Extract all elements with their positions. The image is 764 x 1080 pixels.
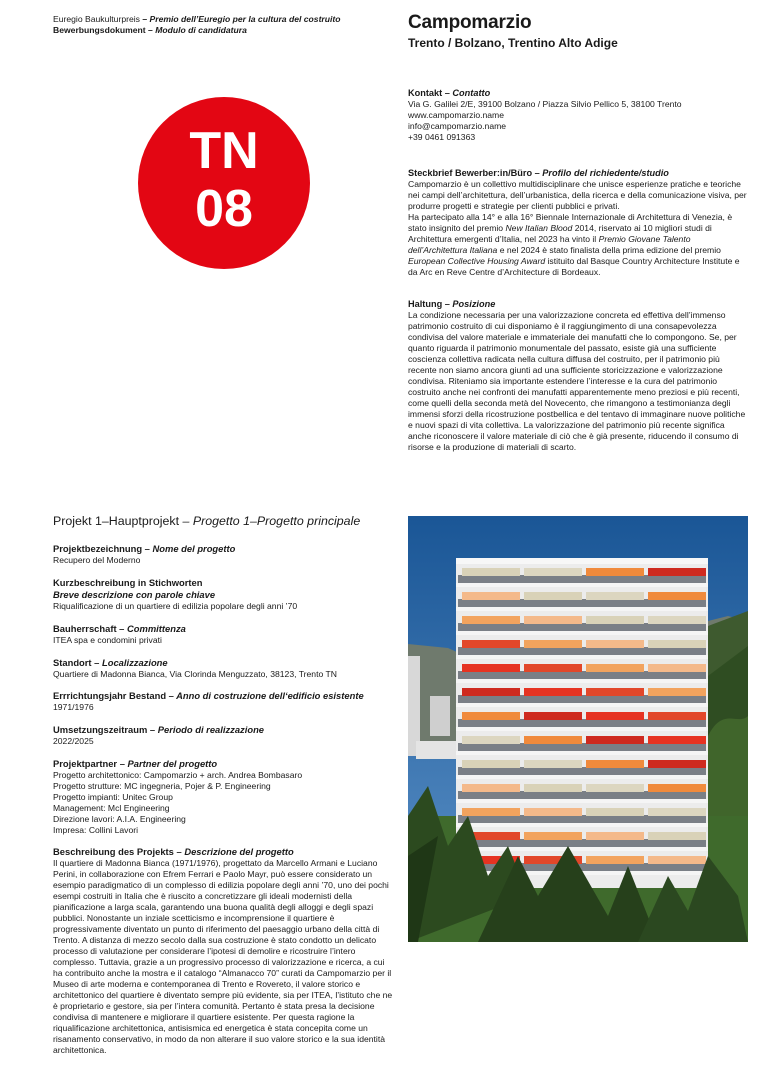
project-short-field [53, 577, 393, 612]
project-short-label-it: Breve descrizione con parole chiave [53, 589, 216, 600]
project-period-field [53, 724, 393, 747]
project-client-value: ITEA spa e condomini privati [53, 635, 162, 645]
project-client-label: Bauherrschaft – Committenza [53, 623, 186, 634]
contact-phone: +39 0461 091363 [408, 132, 476, 142]
page-title: Campomarzio [408, 12, 532, 33]
partner-item: Direzione lavori: A.I.A. Engineering [53, 814, 186, 824]
position-section [408, 298, 748, 453]
header-line-document [53, 25, 341, 36]
profile-paragraph-2: Ha partecipato alla 14° e alla 16° Biennale Internazionale di Architettura di Venezia, è stato insignito del premio New Italian Blood 2014, riservato ai 10 migliori studi di Architettura emergenti d’Italia, nel 2023 ha vinto il Premio Giovane Talento dell’Architettura Italiana e nel 2024 è stato finalista della prima edizione del premio European Collective Housing Award istituito dal Basque Country Architecture Institute e da Arc en Reve Centre d’Architecture di Bordeaux. [408, 212, 740, 277]
document-type-de: Bewerbungsdokument [53, 25, 146, 35]
project-name-value: Recupero del Moderno [53, 555, 141, 565]
profile-heading: Steckbrief Bewerber:in/Büro – Profilo del richiedente/studio [408, 168, 669, 178]
contact-section [408, 87, 748, 143]
badge-region: TN [189, 122, 259, 180]
project-description-label: Beschreibung des Projekts – Descrizione del progetto [53, 846, 294, 857]
project-partners-label: Projektpartner – Partner del progetto [53, 758, 218, 769]
project-location-value: Quartiere di Madonna Bianca, Via Clorinda Menguzzato, 38123, Trento TN [53, 669, 337, 679]
project-location-label: Standort – Localizzazione [53, 657, 168, 668]
partner-item: Progetto architettonico: Campomarzio + arch. Andrea Bombasaro [53, 770, 303, 780]
partner-item: Impresa: Collini Lavori [53, 825, 139, 835]
project-client-field [53, 623, 393, 646]
project-description-field [53, 846, 393, 1056]
page-subtitle: Trento / Bolzano, Trentino Alto Adige [408, 36, 618, 50]
prize-separator: – [139, 14, 150, 24]
building-photo-illustration [408, 516, 748, 942]
header-line-prize [53, 14, 341, 25]
document-type-it: Modulo di candidatura [155, 25, 247, 35]
project-short-value: Riqualificazione di un quartiere di edilizia popolare degli anni ’70 [53, 601, 298, 611]
profile-paragraph-1: Campomarzio è un collettivo multidisciplinare che unisce esperienze pratiche e teoriche nei campi dell’architettura, dell’urbanistica, della ricerca e della comunicazione visiva, per produrre progetti e strategie per clienti pubblici e privati. [408, 179, 747, 211]
project-year-value: 1971/1976 [53, 702, 94, 712]
candidate-badge [138, 97, 310, 269]
partner-item: Management: Mcl Engineering [53, 803, 170, 813]
project-description-text: Il quartiere di Madonna Bianca (1971/1976), progettato da Marcello Armani e Luciano Perini, in collaborazione con Efrem Ferrari e Paolo Mayr, può essere considerato un esempio paradigmatico di un complesso di edilizia popolare degli anni ’70, uno dei pochi esempi costruiti in Italia che è riuscito a concretizzare gli ideali modernisti della pianificazione a larga scala, garantendo una buona qualità degli alloggi e degli spazi pubblici. Nonostante un inziale scetticismo e incomprensione il quartiere è progressivamente diventato un punto di riferimento del paesaggio urbano della città di Trento. A distanza di mezzo secolo dalla sua costruzione è stato condotto un delicato processo di valutazione per considerare l’ipotesi di demolire e ricostruire l’intero complesso. Tuttavia, grazie a un progressivo processo di valorizzazione e ricerca, a cui ha contribuito anche la mostra e il catalogo “Almanacco 70” curati da Campomarzio per il Museo di arte moderna e contemporanea di Trento e Rovereto, il valore storico e architettonico del quartiere è diventato sempre più evidente, sia per ITEA, l’istituto che ne è proprietario e gestore, sia per l’intera comunità. Pertanto è stata presa la decisione condivisa di mantenere e migliorare il quartiere esistente. Per questa ragione la riqualificazione architettonica, antisismica ed energetica è stata concepita come un risanamento conservativo, in modo da non alterare il suo valore storico e la sua identità architettonica. [53, 858, 393, 1055]
project-year-field [53, 690, 393, 713]
document-separator: – [145, 25, 156, 35]
project-heading: Projekt 1–Hauptprojekt – Progetto 1–Progetto principale [53, 514, 361, 528]
project-photo [408, 516, 748, 942]
prize-name-it: Premio dell’Euregio per la cultura del costruito [149, 14, 341, 24]
contact-address: Via G. Galilei 2/E, 39100 Bolzano / Piazza Silvio Pellico 5, 38100 Trento [408, 99, 682, 109]
project-location-field [53, 657, 393, 680]
project-name-label: Projektbezeichnung – Nome del progetto [53, 543, 236, 554]
position-heading: Haltung – Posizione [408, 299, 496, 309]
project-partners-field [53, 758, 393, 836]
partner-item: Progetto strutture: MC ingegneria, Pojer & P. Engineering [53, 781, 271, 791]
position-text: La condizione necessaria per una valorizzazione concreta ed effettiva dell’immenso patrimonio costruito di cui disponiamo è il raggiungimento di una consapevolezza condivisa del valore materiale e immateriale dei manufatti che lo compongono. Se, per quanto riguarda il patrimonio monumentale del passato, esiste già una sufficiente coscienza collettiva radicata nella cultura diffusa del costruito, per il patrimonio più recente non siamo ancora giunti ad una sufficiente storicizzazione e valorizzazione condivisa. Riteniamo sia importante estendere l’interesse e la cura del patrimonio costruito anche nei confronti dei manufatti apparentemente meno preziosi e più recenti, come quelli della seconda metà del Novecento, che rimangono a testimonianza degli immensi sforzi della ricostruzione postbellica e del tentavo di immaginare nuove politiche e nuovi spazi di vita collettiva. La valorizzazione del patrimonio più recente significa anche riconoscere il valore materiale di ciò che è già presente, riducendo il consumo di risorse e la produzione di materiali di scarto. [408, 310, 746, 452]
contact-heading: Kontakt – Contatto [408, 88, 491, 98]
project-period-label: Umsetzungszeitraum – Periodo di realizzazione [53, 724, 265, 735]
contact-email-link[interactable]: info@campomarzio.name [408, 121, 507, 131]
project-period-value: 2022/2025 [53, 736, 94, 746]
badge-number: 08 [195, 180, 253, 238]
project-name-field [53, 543, 393, 566]
partner-item: Progetto impianti: Unitec Group [53, 792, 173, 802]
document-header [53, 14, 341, 36]
prize-name-de: Euregio Baukulturpreis [53, 14, 140, 24]
project-short-label-de: Kurzbeschreibung in Stichworten [53, 577, 203, 588]
profile-section [408, 167, 748, 278]
contact-web-link[interactable]: www.campomarzio.name [408, 110, 504, 120]
project-year-label: Errrichtungsjahr Bestand – Anno di costruzione dell‘edificio esistente [53, 690, 364, 701]
